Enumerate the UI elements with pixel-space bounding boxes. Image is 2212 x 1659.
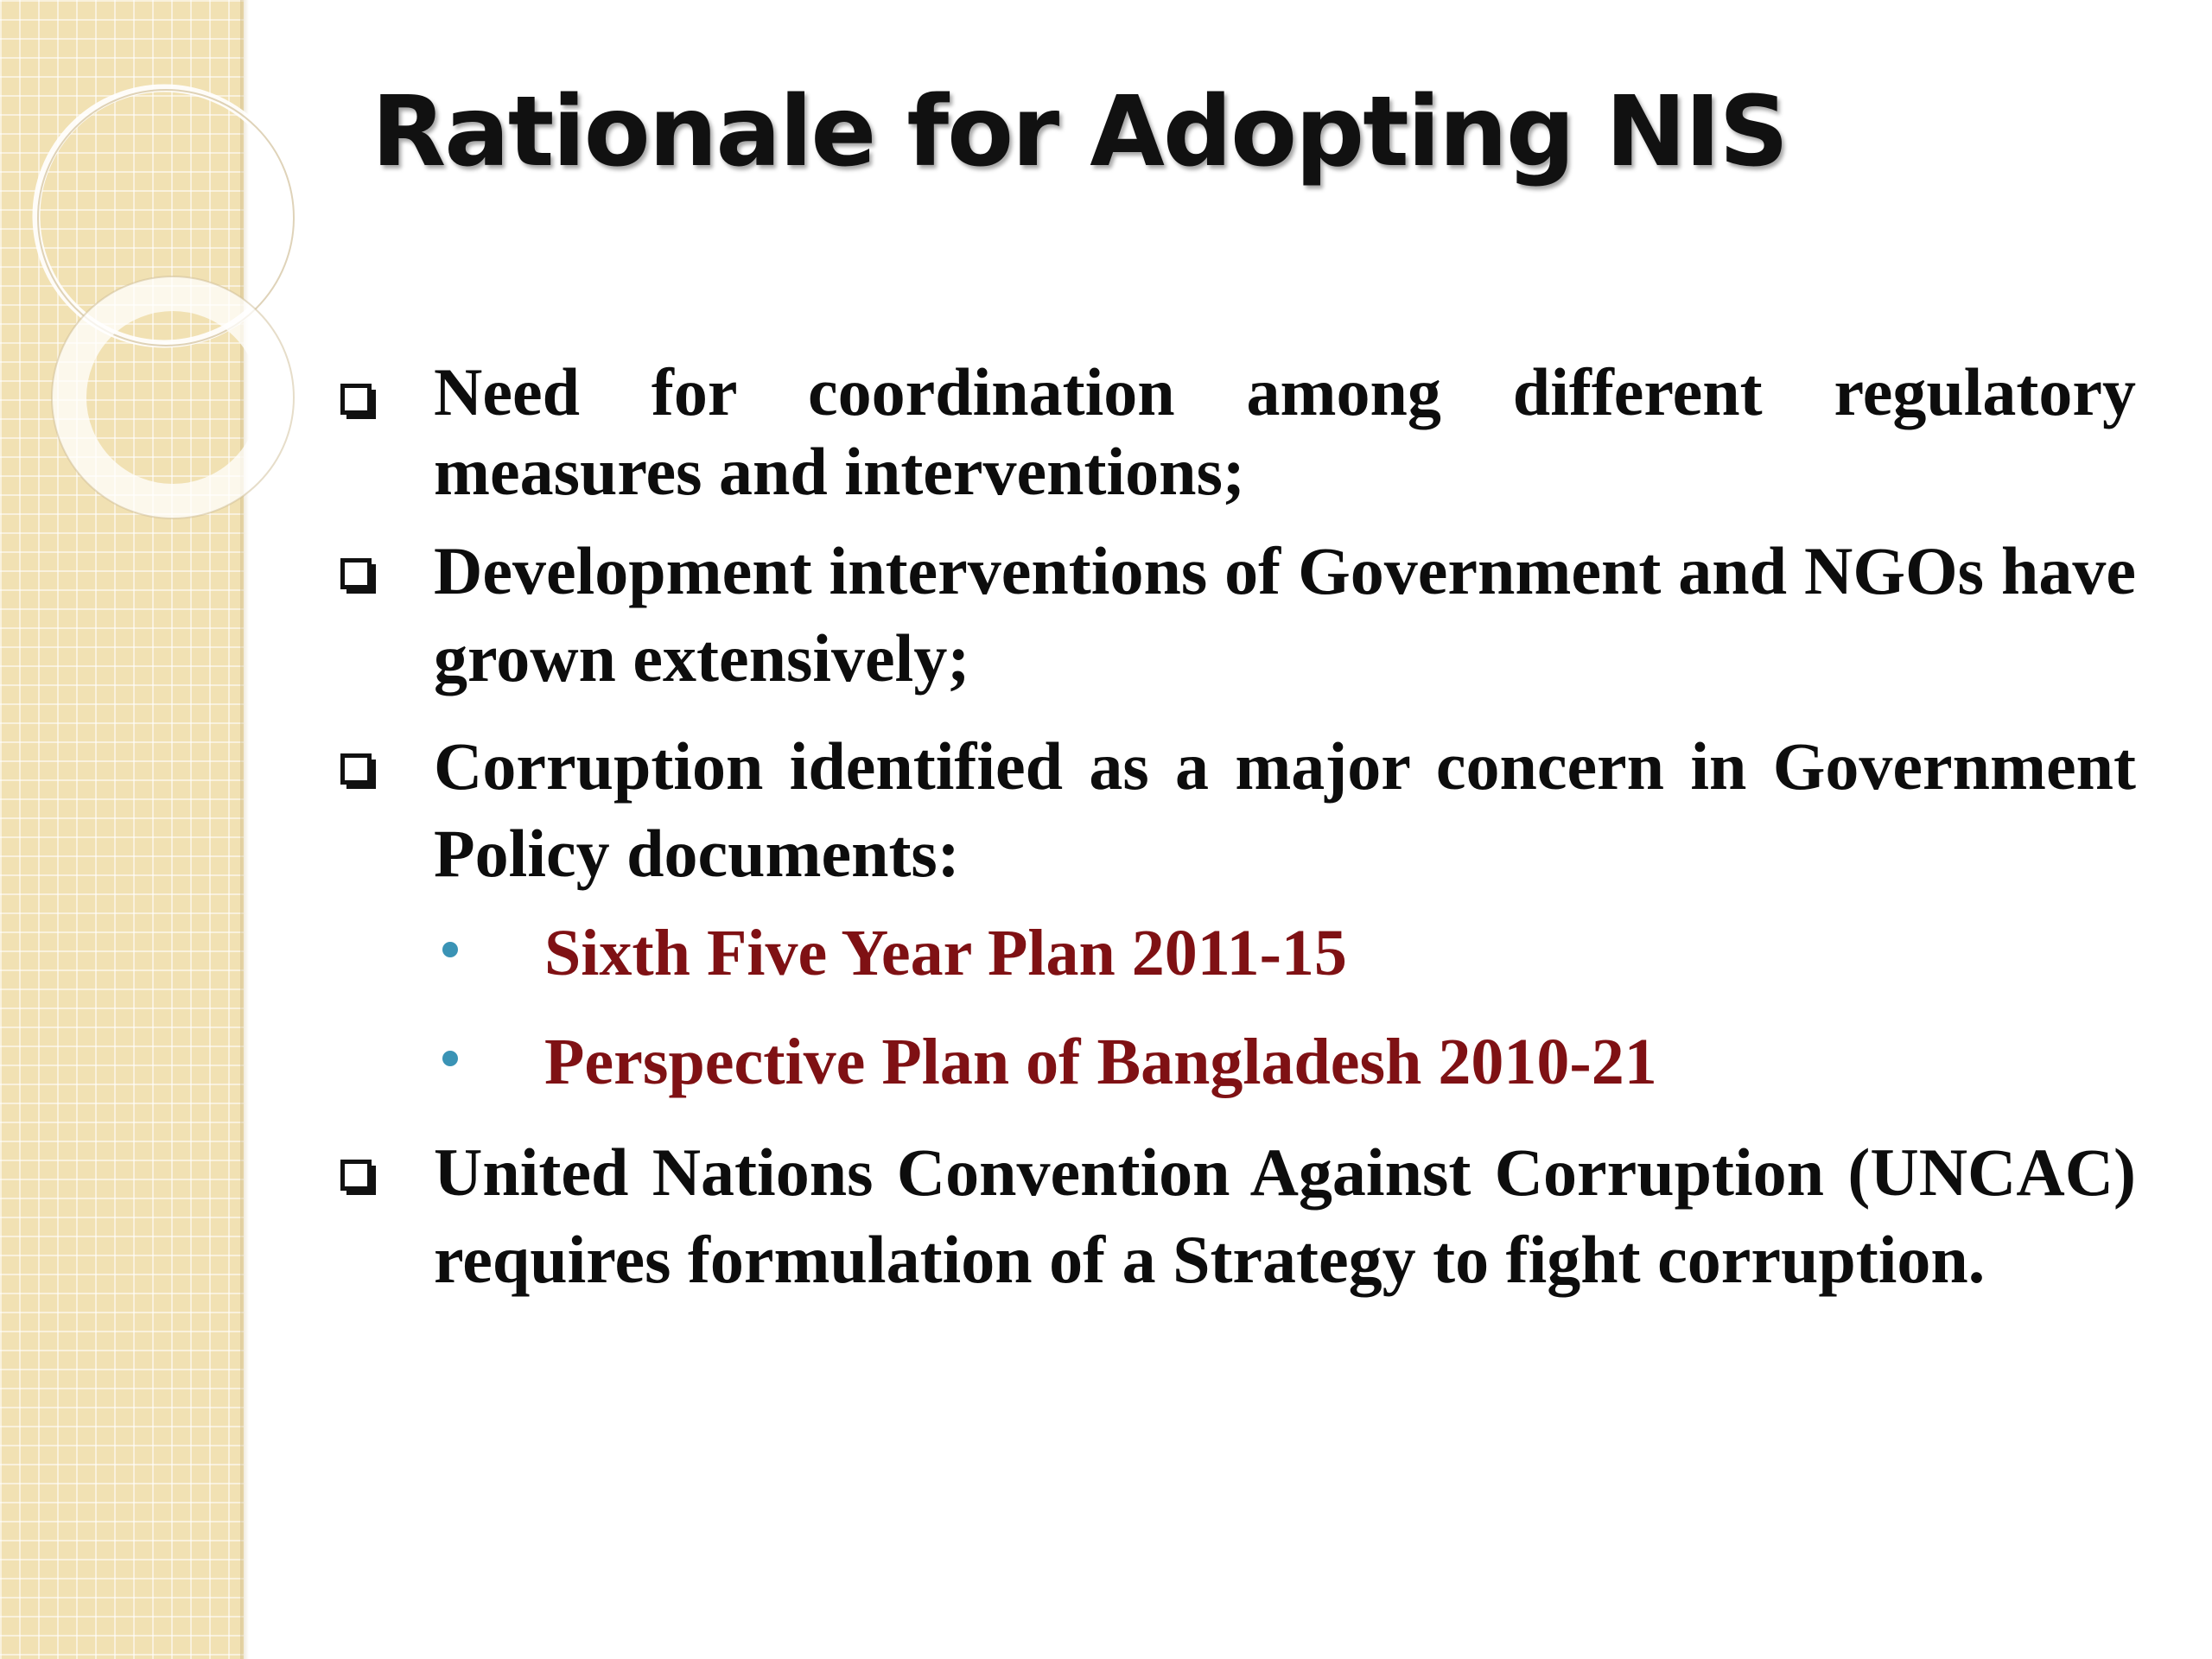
- bullet-item-development: [328, 527, 2136, 702]
- sub-bullet-text: Perspective Plan of Bangladesh 2010-21: [544, 1026, 1657, 1098]
- bullet-list: [328, 353, 2136, 1303]
- bullet-item-coordination: [328, 353, 2136, 512]
- sub-bullet-perspective-plan: [328, 1007, 2136, 1116]
- sub-bullet-text: Sixth Five Year Plan 2011-15: [544, 917, 1347, 989]
- checkbox-square-icon: [340, 384, 372, 415]
- bullet-text: Corruption identified as a major concern in Government Policy documents:: [434, 728, 2136, 891]
- dot-icon: [442, 1051, 458, 1066]
- dot-icon: [442, 942, 458, 957]
- checkbox-square-icon: [340, 1160, 372, 1191]
- bullet-item-uncac: [328, 1128, 2136, 1303]
- sub-bullet-sixth-plan: [328, 899, 2136, 1007]
- bullet-text: Development interventions of Government and NGOs have grown extensively;: [434, 533, 2136, 696]
- checkbox-square-icon: [340, 753, 372, 785]
- checkbox-square-icon: [340, 558, 372, 589]
- small-ring: [69, 294, 276, 501]
- decorative-rings: [0, 0, 363, 605]
- bullet-item-corruption-policy: [328, 722, 2136, 897]
- sub-bullet-list: [328, 899, 2136, 1116]
- bullet-text: Need for coordination among different regulatory measures and interventions;: [434, 354, 2136, 509]
- slide-title: Rationale for Adopting NIS: [372, 76, 1788, 188]
- bullet-text: United Nations Convention Against Corruption (UNCAC) requires formulation of a Strategy to fight corruption.: [434, 1135, 2136, 1297]
